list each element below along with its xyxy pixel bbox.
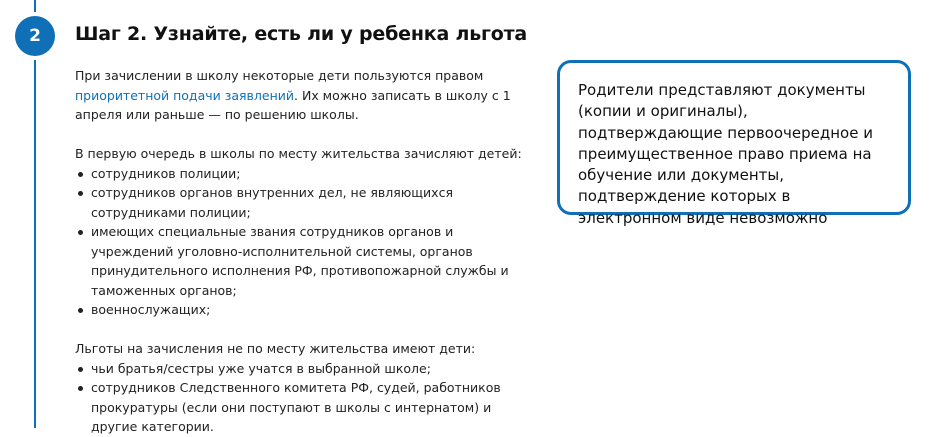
non-residence-priority-list [75, 359, 530, 437]
list-item: сотрудников Следственного комитета РФ, судей, работников прокуратуры (если они поступают в школы с интернатом) и другие категории. [75, 378, 530, 437]
step-number-badge: 2 [15, 16, 55, 56]
list-item: имеющих специальные звания сотрудников органов и учреждений уголовно-исполнительной системы, органов принудительного исполнения РФ, противопожарной службы и таможенных органов; [75, 222, 530, 300]
spacer [75, 125, 530, 145]
step-content [75, 66, 530, 437]
list-item: сотрудников органов внутренних дел, не являющихся сотрудниками полиции; [75, 183, 530, 222]
residence-priority-list [75, 164, 530, 320]
non-residence-priority-heading: Льготы на зачисления не по месту жительства имеют дети: [75, 341, 476, 356]
intro-text-after: . Их можно записать в школу с 1 апреля или раньше — по решению школы. [75, 87, 511, 122]
list-item: военнослужащих; [75, 300, 530, 320]
list-item: чьи братья/сестры уже учатся в выбранной школе; [75, 359, 530, 379]
spacer [75, 320, 530, 340]
residence-priority-heading: В первую очередь в школы по месту жительства зачисляют детей: [75, 146, 522, 161]
priority-applications-link[interactable]: приоритетной подачи заявлений [75, 87, 295, 103]
step-title: Шаг 2. Узнайте, есть ли у ребенка льгота [75, 23, 528, 45]
intro-text-before: При зачислении в школу некоторые дети пользуются правом [75, 68, 484, 83]
list-item: сотрудников полиции; [75, 164, 530, 184]
documents-note-text: Родители представляют документы (копии и оригиналы), подтверждающие первоочередное и преимущественное право приема на обучение или документы, подтверждение которых в электронном виде невозможно [578, 81, 873, 227]
documents-note-box [557, 60, 911, 227]
intro-paragraph [75, 66, 530, 125]
timeline-line [34, 0, 36, 428]
